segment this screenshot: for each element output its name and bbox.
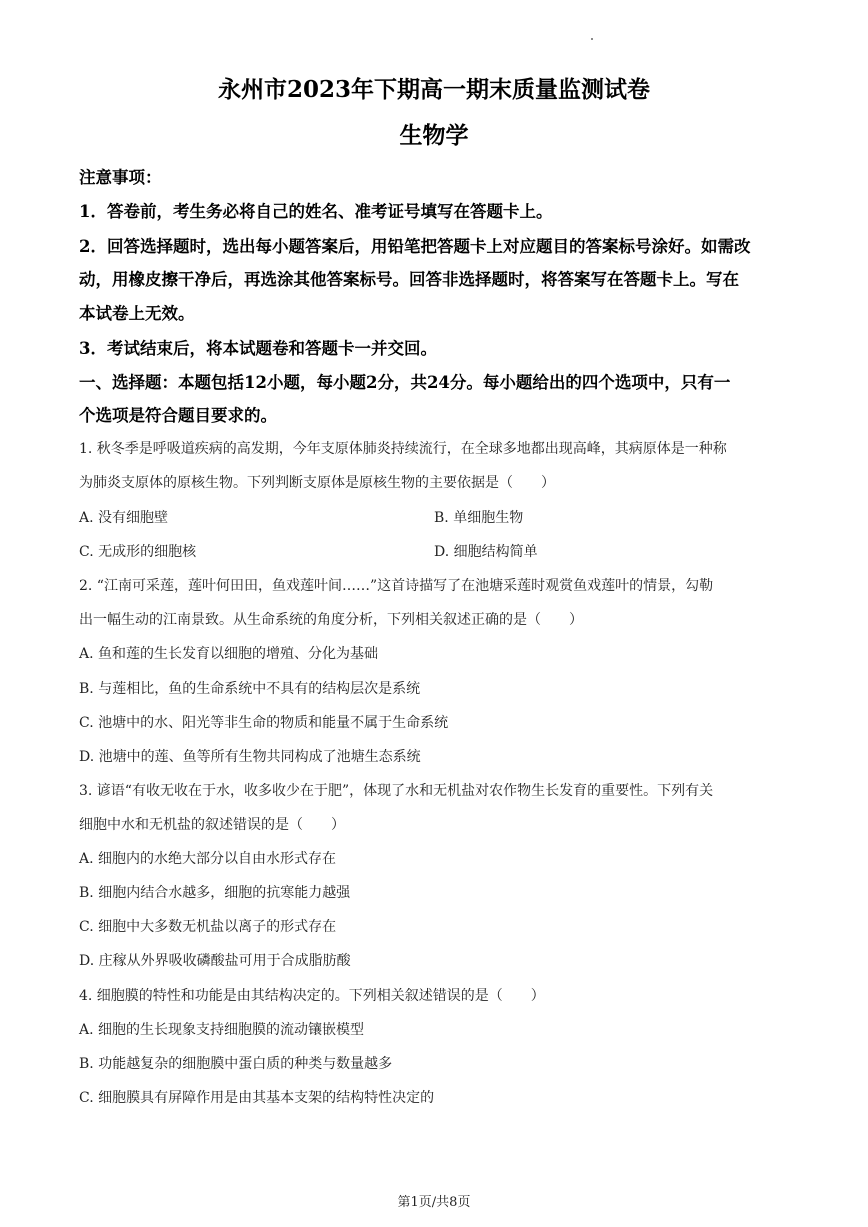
- notice-item-2-line-1: 2．回答选择题时，选出每小题答案后，用铅笔把答题卡上对应题目的答案标号涂好。如需改: [79, 237, 751, 256]
- question-1-option-c: C. 无成形的细胞核: [79, 544, 197, 560]
- question-1-option-d: D. 细胞结构简单: [434, 544, 538, 560]
- question-2-stem-line-1: 2. “江南可采莲，莲叶何田田，鱼戏莲叶间……”这首诗描写了在池塘采莲时观赏鱼戏莲叶的情景，勾勒: [79, 578, 714, 594]
- question-2-option-c: C. 池塘中的水、阳光等非生命的物质和能量不属于生命系统: [79, 715, 449, 731]
- notice-item-2-line-3: 本试卷上无效。: [79, 304, 195, 323]
- question-4-option-a: A. 细胞的生长现象支持细胞膜的流动镶嵌模型: [79, 1022, 365, 1038]
- question-3-stem-line-1: 3. 谚语“有收无收在于水，收多收少在于肥”，体现了水和无机盐对农作物生长发育的重要性。下列有关: [79, 783, 714, 799]
- question-1-stem-line-2: 为肺炎支原体的原核生物。下列判断支原体是原核生物的主要依据是（ ）: [79, 475, 555, 491]
- question-3-option-c: C. 细胞中大多数无机盐以离子的形式存在: [79, 919, 337, 935]
- question-1-option-b: B. 单细胞生物: [434, 510, 524, 526]
- question-3-stem-line-2: 细胞中水和无机盐的叙述错误的是（ ）: [79, 817, 345, 833]
- question-4-stem: 4. 细胞膜的特性和功能是由其结构决定的。下列相关叙述错误的是（ ）: [79, 988, 545, 1004]
- question-1-option-a: A. 没有细胞壁: [79, 510, 169, 526]
- question-2-option-a: A. 鱼和莲的生长发育以细胞的增殖、分化为基础: [79, 646, 379, 662]
- exam-title: 永州市2023年下期高一期末质量监测试卷: [217, 76, 650, 103]
- question-3-option-b: B. 细胞内结合水越多，细胞的抗寒能力越强: [79, 885, 351, 901]
- question-4-option-b: B. 功能越复杂的细胞膜中蛋白质的种类与数量越多: [79, 1056, 393, 1072]
- section-heading-line-1: 一、选择题：本题包括12小题，每小题2分，共24分。每小题给出的四个选项中，只有一: [79, 373, 731, 392]
- question-1-stem-line-1: 1. 秋冬季是呼吸道疾病的高发期，今年支原体肺炎持续流行，在全球多地都出现高峰，其病原体是一种称: [79, 441, 727, 457]
- notice-item-2-line-2: 动，用橡皮擦干净后，再选涂其他答案标号。回答非选择题时，将答案写在答题卡上。写在: [79, 270, 739, 289]
- scan-dot: [591, 38, 593, 40]
- notice-item-1: 1．答卷前，考生务必将自己的姓名、准考证号填写在答题卡上。: [79, 202, 553, 221]
- question-3-option-a: A. 细胞内的水绝大部分以自由水形式存在: [79, 851, 337, 867]
- question-2-option-d: D. 池塘中的莲、鱼等所有生物共同构成了池塘生态系统: [79, 749, 421, 765]
- notice-item-3: 3．考试结束后，将本试题卷和答题卡一并交回。: [79, 339, 437, 358]
- question-2-stem-line-2: 出一幅生动的江南景致。从生命系统的角度分析，下列相关叙述正确的是（ ）: [79, 612, 583, 628]
- question-4-option-c: C. 细胞膜具有屏障作用是由其基本支架的结构特性决定的: [79, 1090, 435, 1106]
- section-heading-line-2: 个选项是符合题目要求的。: [79, 406, 277, 425]
- notice-heading: 注意事项：: [79, 168, 162, 187]
- question-2-option-b: B. 与莲相比，鱼的生命系统中不具有的结构层次是系统: [79, 681, 421, 697]
- exam-subject: 生物学: [399, 122, 469, 149]
- question-3-option-d: D. 庄稼从外界吸收磷酸盐可用于合成脂肪酸: [79, 953, 351, 969]
- page-number: 第1页/共8页: [397, 1195, 471, 1210]
